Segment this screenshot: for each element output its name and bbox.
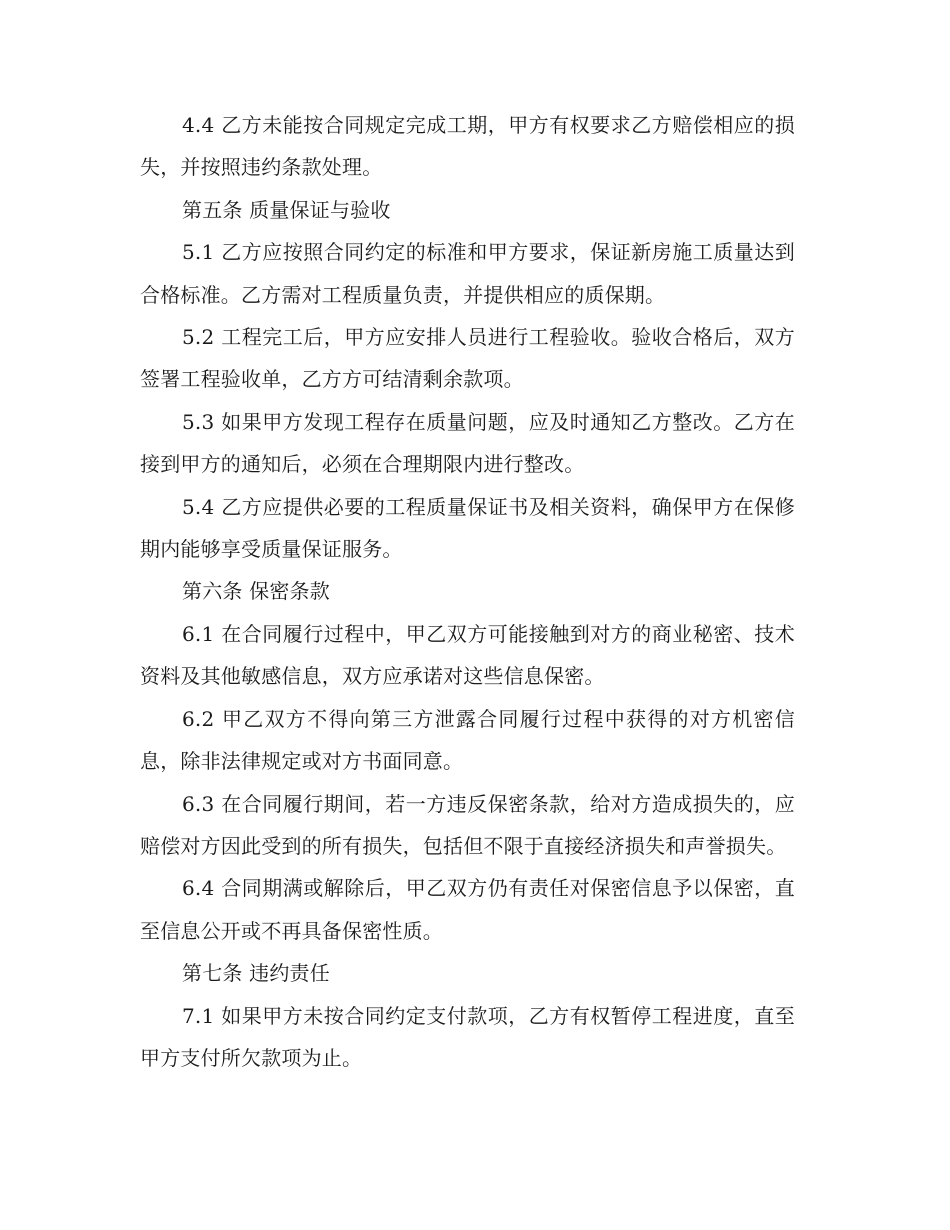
clause-7-1: 7.1 如果甲方未按合同约定支付款项，乙方有权暂停工程进度，直至甲方支付所欠款项为止。 <box>140 1003 795 1070</box>
clause-6-1: 6.1 在合同履行过程中，甲乙双方可能接触到对方的商业秘密、技术资料及其他敏感信息，双方应承诺对这些信息保密。 <box>140 621 795 689</box>
clause-5-2: 5.2 工程完工后，甲方应安排人员进行工程验收。验收合格后，双方签署工程验收单，乙方方可结清剩余款项。 <box>140 325 795 392</box>
article-5-heading: 第五条 质量保证与验收 <box>182 197 391 222</box>
clause-6-3: 6.3 在合同履行期间，若一方违反保密条款，给对方造成损失的，应赔偿对方因此受到的所有损失，包括但不限于直接经济损失和声誉损失。 <box>140 791 795 858</box>
clause-5-4: 5.4 乙方应提供必要的工程质量保证书及相关资料，确保甲方在保修期内能够享受质量保证服务。 <box>140 494 795 562</box>
clause-4-4: 4.4 乙方未能按合同规定完成工期，甲方有权要求乙方赔偿相应的损失，并按照违约条款处理。 <box>140 113 795 180</box>
clause-6-4: 6.4 合同期满或解除后，甲乙双方仍有责任对保密信息予以保密，直至信息公开或不再具备保密性质。 <box>140 876 795 943</box>
document-body <box>140 104 795 1079</box>
article-7-heading: 第七条 违约责任 <box>182 961 330 986</box>
article-6-heading: 第六条 保密条款 <box>182 579 330 604</box>
clause-5-1: 5.1 乙方应按照合同约定的标准和甲方要求，保证新房施工质量达到合格标准。乙方需对工程质量负责，并提供相应的质保期。 <box>140 240 795 307</box>
clause-5-3: 5.3 如果甲方发现工程存在质量问题，应及时通知乙方整改。乙方在接到甲方的通知后，必须在合理期限内进行整改。 <box>140 409 795 477</box>
clause-6-2: 6.2 甲乙双方不得向第三方泄露合同履行过程中获得的对方机密信息，除非法律规定或对方书面同意。 <box>140 706 795 774</box>
